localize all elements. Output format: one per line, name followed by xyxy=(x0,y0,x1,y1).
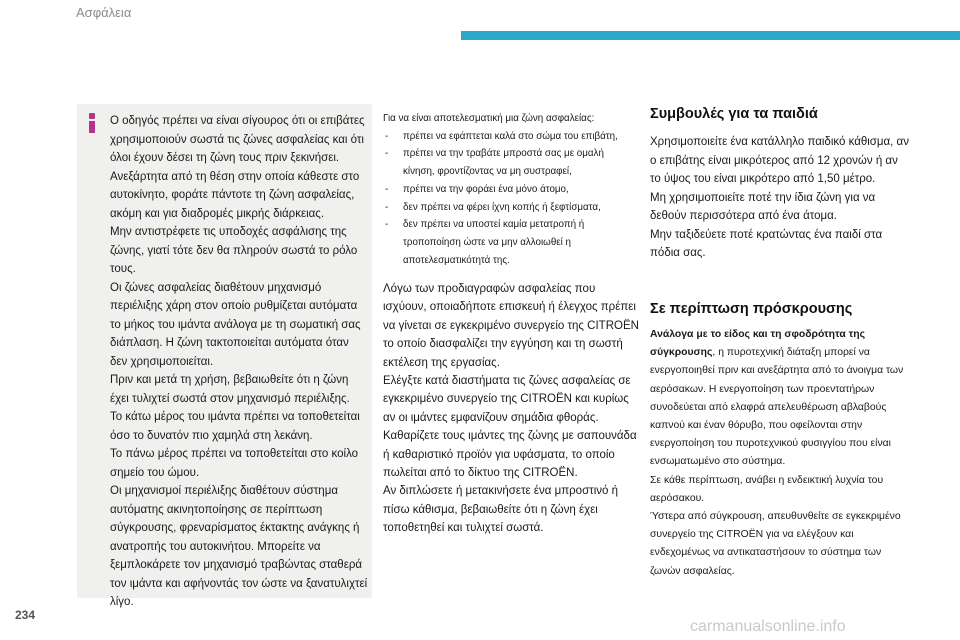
dash-bullet: - xyxy=(385,201,389,213)
section-title: Ασφάλεια xyxy=(76,5,132,20)
list-item: - πρέπει να εφάπτεται καλά στο σώμα του επιβάτη, xyxy=(383,128,637,146)
info-paragraph: Ανεξάρτητα από τη θέση στην οποία κάθεστε στο αυτοκίνητο, φοράτε πάντοτε τη ζώνη ασφαλείας, ακόμη και για διαδρομές μικρής διάρκειας. xyxy=(110,170,360,220)
belt-rules xyxy=(383,110,637,269)
list-item: - πρέπει να την τραβάτε μπροστά σας με ομαλή κίνηση, φροντίζοντας να μη συστραφεί, xyxy=(383,145,637,180)
info-box-text xyxy=(110,112,368,612)
info-paragraph: Το πάνω μέρος πρέπει να τοποθετείται στο κοίλο σημείο του ώμου. xyxy=(110,448,359,479)
watermark: carmanualsonline.info xyxy=(690,618,846,635)
maintenance-text xyxy=(383,280,639,538)
children-text xyxy=(650,133,910,263)
dash-bullet: - xyxy=(385,130,389,142)
body-paragraph: Ύστερα από σύγκρουση, απευθυνθείτε σε εγκεκριμένο συνεργείο της CITROËN για να ελέγξουν και ενδεχομένως να αντικαταστήσουν το σύστημα των ζωνών ασφαλείας. xyxy=(650,511,901,577)
info-paragraph: Οι ζώνες ασφαλείας διαθέτουν μηχανισμό περιέλιξης χάρη στον οποίο ρυθμίζεται αυτόματα το μήκος του ιμάντα ανάλογα με τη σωματική σας διάπλαση. Η ζώνη τακτοποιείται αυτόματα όταν δεν χρησιμοποιείται. xyxy=(110,281,361,368)
header-accent-bar xyxy=(461,31,960,40)
collision-text xyxy=(650,326,910,581)
collision-heading: Σε περίπτωση πρόσκρουσης xyxy=(650,301,853,317)
body-paragraph: Μη χρησιμοποιείτε ποτέ την ίδια ζώνη για να δεθούν περισσότερα από ένα άτομα. xyxy=(650,191,876,222)
body-paragraph: Σε κάθε περίπτωση, ανάβει η ενδεικτική λυχνία του αερόσακου. xyxy=(650,474,884,504)
info-paragraph: Πριν και μετά τη χρήση, βεβαιωθείτε ότι η ζώνη έχει τυλιχτεί σωστά στον μηχανισμό περιέλιξης. xyxy=(110,374,350,405)
body-paragraph: Λόγω των προδιαγραφών ασφαλείας που ισχύουν, οποιαδήποτε επισκευή ή έλεγχος πρέπει να γίνεται σε εγκεκριμένο συνεργείο της CITROËN το οποίο διασφαλίζει την εγγύηση και τη σωστή εκτέλεση της εργασίας. xyxy=(383,283,639,369)
body-paragraph: Ανάλογα με το είδος και τη σφοδρότητα της σύγκρουσης, η πυροτεχνική διάταξη μπορεί να ενεργοποιηθεί πριν και ανεξάρτητα από το άνοιγμα των αερόσακων. Η ενεργοποίηση των προεντατήρων συνοδεύεται από ελαφρά απελευθέρωση αβλαβούς καπνού και έναν θόρυβο, που οφείλονται στην ενεργοποίηση του πυροτεχνικού φυσιγγίου που είναι ενσωματωμένο στο σύστημα. xyxy=(650,329,904,468)
body-paragraph: Χρησιμοποιείτε ένα κατάλληλο παιδικό κάθισμα, αν ο επιβάτης είναι μικρότερος από 12 χρονών ή αν το ύψος του είναι μικρότερο από 1,50 μέτρο. xyxy=(650,136,909,185)
children-heading: Συμβουλές για τα παιδιά xyxy=(650,106,818,122)
info-icon xyxy=(86,113,98,133)
info-paragraph: Ο οδηγός πρέπει να είναι σίγουρος ότι οι επιβάτες χρησιμοποιούν σωστά τις ζώνες ασφαλείας και ότι όλοι έχουν δέσει τη ζώνη τους πριν ξεκινήσει. xyxy=(110,115,365,164)
body-paragraph: Αν διπλώσετε ή μετακινήσετε ένα μπροστινό ή πίσω κάθισμα, βεβαιωθείτε ότι η ζώνη έχει τοποθετηθεί και τυλιχτεί σωστά. xyxy=(383,485,619,535)
list-item: - δεν πρέπει να υποστεί καμία μετατροπή ή τροποποίηση ώστε να μην αλλοιωθεί η αποτελεσματικότητά της. xyxy=(383,216,637,269)
page-number: 234 xyxy=(15,608,36,622)
dash-bullet: - xyxy=(385,148,389,160)
info-paragraph: Μην αντιστρέφετε τις υποδοχές ασφάλισης της ζώνης, γιατί τότε δεν θα πληρούν σωστά το ρόλο τους. xyxy=(110,226,358,275)
dash-bullet: - xyxy=(385,183,389,195)
list-item: - δεν πρέπει να φέρει ίχνη κοπής ή ξεφτίσματα, xyxy=(383,199,637,217)
body-paragraph: Καθαρίζετε τους ιμάντες της ζώνης με σαπουνάδα ή καθαριστικό προϊόν για υφάσματα, το οποίο πωλείται από το δίκτυο της CITROËN. xyxy=(383,430,637,480)
info-paragraph: Το κάτω μέρος του ιμάντα πρέπει να τοποθετείται όσο το δυνατόν πιο χαμηλά στη λεκάνη. xyxy=(110,411,360,442)
collision-lead: Ανάλογα με το είδος και τη σφοδρότητα της σύγκρουσης xyxy=(650,329,866,359)
info-paragraph: Οι μηχανισμοί περιέλιξης διαθέτουν σύστημα αυτόματης ακινητοποίησης σε περίπτωση σύγκρουσης, φρεναρίσματος έκτακτης ανάγκης ή ανατροπής του αυτοκινήτου. Μπορείτε να ξεμπλοκάρετε τον μηχανισμό τραβώντας σταθερά τον ιμάντα και αφήνοντάς τον ώστε να ξανατυλιχτεί λίγο. xyxy=(110,485,368,608)
body-paragraph: Μην ταξιδεύετε ποτέ κρατώντας ένα παιδί στα πόδια σας. xyxy=(650,228,883,259)
dash-bullet: - xyxy=(385,219,389,231)
list-item: - πρέπει να την φοράει ένα μόνο άτομο, xyxy=(383,181,637,199)
belt-rules-intro: Για να είναι αποτελεσματική μια ζώνη ασφαλείας: xyxy=(383,113,595,124)
body-paragraph: Ελέγξτε κατά διαστήματα τις ζώνες ασφαλείας σε εγκεκριμένο συνεργείο της CITROËN και κυρίως αν οι ιμάντες εμφανίζουν σημάδια φθοράς. xyxy=(383,375,631,424)
belt-rules-list xyxy=(383,128,637,270)
